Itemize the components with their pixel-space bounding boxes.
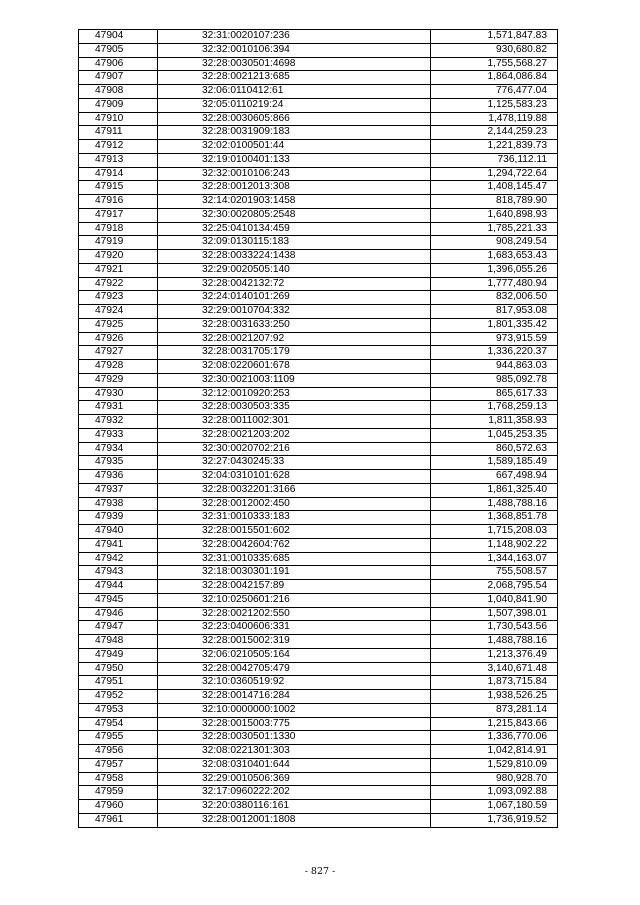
- row-id-cell: 47943: [79, 566, 158, 580]
- row-id-cell: 47932: [79, 415, 158, 429]
- cadastral-number-cell: 32:27:0430245:33: [158, 456, 431, 470]
- document-page: [78, 29, 558, 828]
- cadastral-number-cell: 32:14:0201903:1458: [158, 195, 431, 209]
- amount-cell: 930,680.82: [431, 43, 558, 57]
- row-id-cell: 47930: [79, 387, 158, 401]
- table-row: [79, 71, 558, 85]
- cadastral-number-cell: 32:28:0042604:762: [158, 538, 431, 552]
- cadastral-number-cell: 32:28:0021202:550: [158, 607, 431, 621]
- row-id-cell: 47956: [79, 745, 158, 759]
- amount-cell: 1,864,086.84: [431, 71, 558, 85]
- cadastral-number-cell: 32:08:0220601:678: [158, 360, 431, 374]
- cadastral-number-cell: 32:04:0310101:628: [158, 470, 431, 484]
- table-row: [79, 43, 558, 57]
- row-id-cell: 47905: [79, 43, 158, 57]
- amount-cell: 1,715,208.03: [431, 525, 558, 539]
- table-row: [79, 483, 558, 497]
- table-row: [79, 415, 558, 429]
- table-row: [79, 648, 558, 662]
- amount-cell: 1,067,180.59: [431, 800, 558, 814]
- cadastral-number-cell: 32:32:0010106:243: [158, 167, 431, 181]
- table-row: [79, 112, 558, 126]
- amount-cell: 3,140,671.48: [431, 662, 558, 676]
- amount-cell: 1,294,722.64: [431, 167, 558, 181]
- table-row: [79, 607, 558, 621]
- cadastral-number-cell: 32:32:0010106:394: [158, 43, 431, 57]
- row-id-cell: 47909: [79, 98, 158, 112]
- amount-cell: 1,736,919.52: [431, 813, 558, 827]
- cadastral-number-cell: 32:17:0960222:202: [158, 786, 431, 800]
- cadastral-number-cell: 32:28:0030501:4698: [158, 57, 431, 71]
- amount-cell: 1,777,480.94: [431, 277, 558, 291]
- row-id-cell: 47951: [79, 676, 158, 690]
- row-id-cell: 47953: [79, 703, 158, 717]
- amount-cell: 832,006.50: [431, 291, 558, 305]
- row-id-cell: 47939: [79, 511, 158, 525]
- table-row: [79, 497, 558, 511]
- row-id-cell: 47906: [79, 57, 158, 71]
- table-row: [79, 263, 558, 277]
- row-id-cell: 47961: [79, 813, 158, 827]
- row-id-cell: 47924: [79, 305, 158, 319]
- row-id-cell: 47908: [79, 85, 158, 99]
- table-row: [79, 360, 558, 374]
- cadastral-number-cell: 32:28:0030503:335: [158, 401, 431, 415]
- table-row: [79, 800, 558, 814]
- table-row: [79, 566, 558, 580]
- cadastral-number-cell: 32:29:0010506:369: [158, 772, 431, 786]
- amount-cell: 1,785,221.33: [431, 222, 558, 236]
- table-row: [79, 731, 558, 745]
- table-row: [79, 703, 558, 717]
- amount-cell: 1,488,788.16: [431, 635, 558, 649]
- cadastral-value-table: [78, 29, 558, 828]
- table-row: [79, 676, 558, 690]
- amount-cell: 1,045,253.35: [431, 428, 558, 442]
- cadastral-number-cell: 32:28:0012002:450: [158, 497, 431, 511]
- cadastral-number-cell: 32:28:0014716:284: [158, 690, 431, 704]
- cadastral-number-cell: 32:12:0010920:253: [158, 387, 431, 401]
- cadastral-number-cell: 32:05:0110219:24: [158, 98, 431, 112]
- table-row: [79, 291, 558, 305]
- amount-cell: 873,281.14: [431, 703, 558, 717]
- cadastral-number-cell: 32:28:0031909:183: [158, 126, 431, 140]
- table-row: [79, 277, 558, 291]
- table-row: [79, 85, 558, 99]
- row-id-cell: 47907: [79, 71, 158, 85]
- row-id-cell: 47960: [79, 800, 158, 814]
- cadastral-number-cell: 32:24:0140101:269: [158, 291, 431, 305]
- cadastral-number-cell: 32:31:0020107:236: [158, 30, 431, 44]
- row-id-cell: 47947: [79, 621, 158, 635]
- amount-cell: 865,617.33: [431, 387, 558, 401]
- table-row: [79, 387, 558, 401]
- amount-cell: 1,336,770.06: [431, 731, 558, 745]
- table-row: [79, 552, 558, 566]
- row-id-cell: 47915: [79, 181, 158, 195]
- cadastral-number-cell: 32:08:0221301:303: [158, 745, 431, 759]
- table-row: [79, 126, 558, 140]
- amount-cell: 1,042,814.91: [431, 745, 558, 759]
- amount-cell: 908,249.54: [431, 236, 558, 250]
- amount-cell: 1,125,583.23: [431, 98, 558, 112]
- page-number: - 827 -: [304, 866, 336, 877]
- amount-cell: 1,861,325.40: [431, 483, 558, 497]
- cadastral-number-cell: 32:28:0031633:250: [158, 318, 431, 332]
- row-id-cell: 47949: [79, 648, 158, 662]
- table-row: [79, 621, 558, 635]
- row-id-cell: 47946: [79, 607, 158, 621]
- cadastral-number-cell: 32:09:0130115:183: [158, 236, 431, 250]
- cadastral-number-cell: 32:28:0042705:479: [158, 662, 431, 676]
- amount-cell: 1,938,526.25: [431, 690, 558, 704]
- amount-cell: 1,336,220.37: [431, 346, 558, 360]
- table-row: [79, 745, 558, 759]
- row-id-cell: 47919: [79, 236, 158, 250]
- row-id-cell: 47958: [79, 772, 158, 786]
- table-row: [79, 401, 558, 415]
- cadastral-number-cell: 32:10:0360519:92: [158, 676, 431, 690]
- amount-cell: 1,507,398.01: [431, 607, 558, 621]
- cadastral-number-cell: 32:30:0021003:1109: [158, 373, 431, 387]
- row-id-cell: 47937: [79, 483, 158, 497]
- amount-cell: 667,498.94: [431, 470, 558, 484]
- row-id-cell: 47955: [79, 731, 158, 745]
- cadastral-number-cell: 32:28:0021213:685: [158, 71, 431, 85]
- amount-cell: 1,040,841.90: [431, 593, 558, 607]
- row-id-cell: 47957: [79, 758, 158, 772]
- row-id-cell: 47933: [79, 428, 158, 442]
- cadastral-number-cell: 32:28:0015501:602: [158, 525, 431, 539]
- amount-cell: 1,488,788.16: [431, 497, 558, 511]
- table-row: [79, 690, 558, 704]
- amount-cell: 1,221,839.73: [431, 140, 558, 154]
- row-id-cell: 47920: [79, 250, 158, 264]
- table-row: [79, 470, 558, 484]
- amount-cell: 1,768,259.13: [431, 401, 558, 415]
- table-row: [79, 580, 558, 594]
- row-id-cell: 47921: [79, 263, 158, 277]
- table-row: [79, 318, 558, 332]
- cadastral-number-cell: 32:29:0010704:332: [158, 305, 431, 319]
- cadastral-number-cell: 32:19:0100401:133: [158, 153, 431, 167]
- cadastral-number-cell: 32:10:0250601:216: [158, 593, 431, 607]
- amount-cell: 1,640,898.93: [431, 208, 558, 222]
- table-row: [79, 250, 558, 264]
- row-id-cell: 47913: [79, 153, 158, 167]
- cadastral-number-cell: 32:28:0021207:92: [158, 332, 431, 346]
- row-id-cell: 47940: [79, 525, 158, 539]
- amount-cell: 944,863.03: [431, 360, 558, 374]
- row-id-cell: 47925: [79, 318, 158, 332]
- table-row: [79, 57, 558, 71]
- amount-cell: 817,953.08: [431, 305, 558, 319]
- table-row: [79, 208, 558, 222]
- table-row: [79, 167, 558, 181]
- amount-cell: 1,801,335.42: [431, 318, 558, 332]
- cadastral-number-cell: 32:25:0410134:459: [158, 222, 431, 236]
- table-row: [79, 332, 558, 346]
- table-row: [79, 538, 558, 552]
- cadastral-number-cell: 32:29:0020505:140: [158, 263, 431, 277]
- amount-cell: 1,215,843.66: [431, 717, 558, 731]
- cadastral-number-cell: 32:31:0010333:183: [158, 511, 431, 525]
- row-id-cell: 47945: [79, 593, 158, 607]
- amount-cell: 736,112.11: [431, 153, 558, 167]
- amount-cell: 860,572.63: [431, 442, 558, 456]
- amount-cell: 1,873,715.84: [431, 676, 558, 690]
- amount-cell: 1,344,163.07: [431, 552, 558, 566]
- table-row: [79, 758, 558, 772]
- row-id-cell: 47942: [79, 552, 158, 566]
- row-id-cell: 47929: [79, 373, 158, 387]
- amount-cell: 755,508.57: [431, 566, 558, 580]
- amount-cell: 1,755,568.27: [431, 57, 558, 71]
- row-id-cell: 47944: [79, 580, 158, 594]
- cadastral-number-cell: 32:10:0000000:1002: [158, 703, 431, 717]
- row-id-cell: 47941: [79, 538, 158, 552]
- row-id-cell: 47934: [79, 442, 158, 456]
- amount-cell: 1,213,376.49: [431, 648, 558, 662]
- table-row: [79, 717, 558, 731]
- amount-cell: 2,144,259.23: [431, 126, 558, 140]
- cadastral-number-cell: 32:28:0015003:775: [158, 717, 431, 731]
- cadastral-number-cell: 32:28:0030605:866: [158, 112, 431, 126]
- row-id-cell: 47923: [79, 291, 158, 305]
- row-id-cell: 47914: [79, 167, 158, 181]
- table-row: [79, 511, 558, 525]
- table-row: [79, 593, 558, 607]
- amount-cell: 1,148,902.22: [431, 538, 558, 552]
- amount-cell: 1,811,358.93: [431, 415, 558, 429]
- cadastral-number-cell: 32:28:0031705:179: [158, 346, 431, 360]
- table-row: [79, 456, 558, 470]
- table-row: [79, 373, 558, 387]
- table-row: [79, 428, 558, 442]
- amount-cell: 1,478,119.88: [431, 112, 558, 126]
- amount-cell: 2,068,795.54: [431, 580, 558, 594]
- cadastral-number-cell: 32:28:0042132:72: [158, 277, 431, 291]
- cadastral-number-cell: 32:28:0012001:1808: [158, 813, 431, 827]
- table-row: [79, 662, 558, 676]
- row-id-cell: 47950: [79, 662, 158, 676]
- cadastral-number-cell: 32:28:0012013:308: [158, 181, 431, 195]
- row-id-cell: 47904: [79, 30, 158, 44]
- amount-cell: 1,368,851.78: [431, 511, 558, 525]
- amount-cell: 1,571,847.83: [431, 30, 558, 44]
- cadastral-number-cell: 32:28:0032201:3166: [158, 483, 431, 497]
- table-row: [79, 222, 558, 236]
- table-row: [79, 98, 558, 112]
- row-id-cell: 47927: [79, 346, 158, 360]
- cadastral-number-cell: 32:30:0020805:2548: [158, 208, 431, 222]
- table-row: [79, 195, 558, 209]
- cadastral-number-cell: 32:28:0011002:301: [158, 415, 431, 429]
- amount-cell: 1,093,092.88: [431, 786, 558, 800]
- table-row: [79, 346, 558, 360]
- amount-cell: 985,092.78: [431, 373, 558, 387]
- table-row: [79, 140, 558, 154]
- cadastral-number-cell: 32:06:0210505:164: [158, 648, 431, 662]
- amount-cell: 1,589,185.49: [431, 456, 558, 470]
- table-row: [79, 442, 558, 456]
- cadastral-number-cell: 32:23:0400606:331: [158, 621, 431, 635]
- row-id-cell: 47928: [79, 360, 158, 374]
- cadastral-number-cell: 32:20:0380116:161: [158, 800, 431, 814]
- row-id-cell: 47948: [79, 635, 158, 649]
- table-row: [79, 236, 558, 250]
- row-id-cell: 47952: [79, 690, 158, 704]
- row-id-cell: 47935: [79, 456, 158, 470]
- row-id-cell: 47918: [79, 222, 158, 236]
- cadastral-number-cell: 32:28:0030501:1330: [158, 731, 431, 745]
- row-id-cell: 47911: [79, 126, 158, 140]
- table-row: [79, 813, 558, 827]
- row-id-cell: 47954: [79, 717, 158, 731]
- cadastral-number-cell: 32:30:0020702:216: [158, 442, 431, 456]
- amount-cell: 776,477.04: [431, 85, 558, 99]
- amount-cell: 1,730,543.56: [431, 621, 558, 635]
- amount-cell: 818,789.90: [431, 195, 558, 209]
- table-row: [79, 153, 558, 167]
- table-row: [79, 635, 558, 649]
- amount-cell: 1,529,810.09: [431, 758, 558, 772]
- row-id-cell: 47931: [79, 401, 158, 415]
- row-id-cell: 47922: [79, 277, 158, 291]
- row-id-cell: 47910: [79, 112, 158, 126]
- cadastral-number-cell: 32:28:0015002:319: [158, 635, 431, 649]
- row-id-cell: 47917: [79, 208, 158, 222]
- table-row: [79, 786, 558, 800]
- cadastral-number-cell: 32:28:0033224:1438: [158, 250, 431, 264]
- row-id-cell: 47938: [79, 497, 158, 511]
- table-row: [79, 181, 558, 195]
- cadastral-number-cell: 32:28:0042157:89: [158, 580, 431, 594]
- table-row: [79, 305, 558, 319]
- amount-cell: 980,928.70: [431, 772, 558, 786]
- cadastral-number-cell: 32:06:0110412:61: [158, 85, 431, 99]
- row-id-cell: 47926: [79, 332, 158, 346]
- amount-cell: 1,683,653.43: [431, 250, 558, 264]
- amount-cell: 973,915.59: [431, 332, 558, 346]
- row-id-cell: 47916: [79, 195, 158, 209]
- table-body: [79, 30, 558, 828]
- amount-cell: 1,408,145.47: [431, 181, 558, 195]
- table-row: [79, 772, 558, 786]
- cadastral-number-cell: 32:18:0030301:191: [158, 566, 431, 580]
- table-row: [79, 525, 558, 539]
- amount-cell: 1,396,055.26: [431, 263, 558, 277]
- cadastral-number-cell: 32:28:0021203:202: [158, 428, 431, 442]
- cadastral-number-cell: 32:31:0010335:685: [158, 552, 431, 566]
- row-id-cell: 47912: [79, 140, 158, 154]
- cadastral-number-cell: 32:02:0100501:44: [158, 140, 431, 154]
- row-id-cell: 47959: [79, 786, 158, 800]
- cadastral-number-cell: 32:08:0310401:644: [158, 758, 431, 772]
- table-row: [79, 30, 558, 44]
- row-id-cell: 47936: [79, 470, 158, 484]
